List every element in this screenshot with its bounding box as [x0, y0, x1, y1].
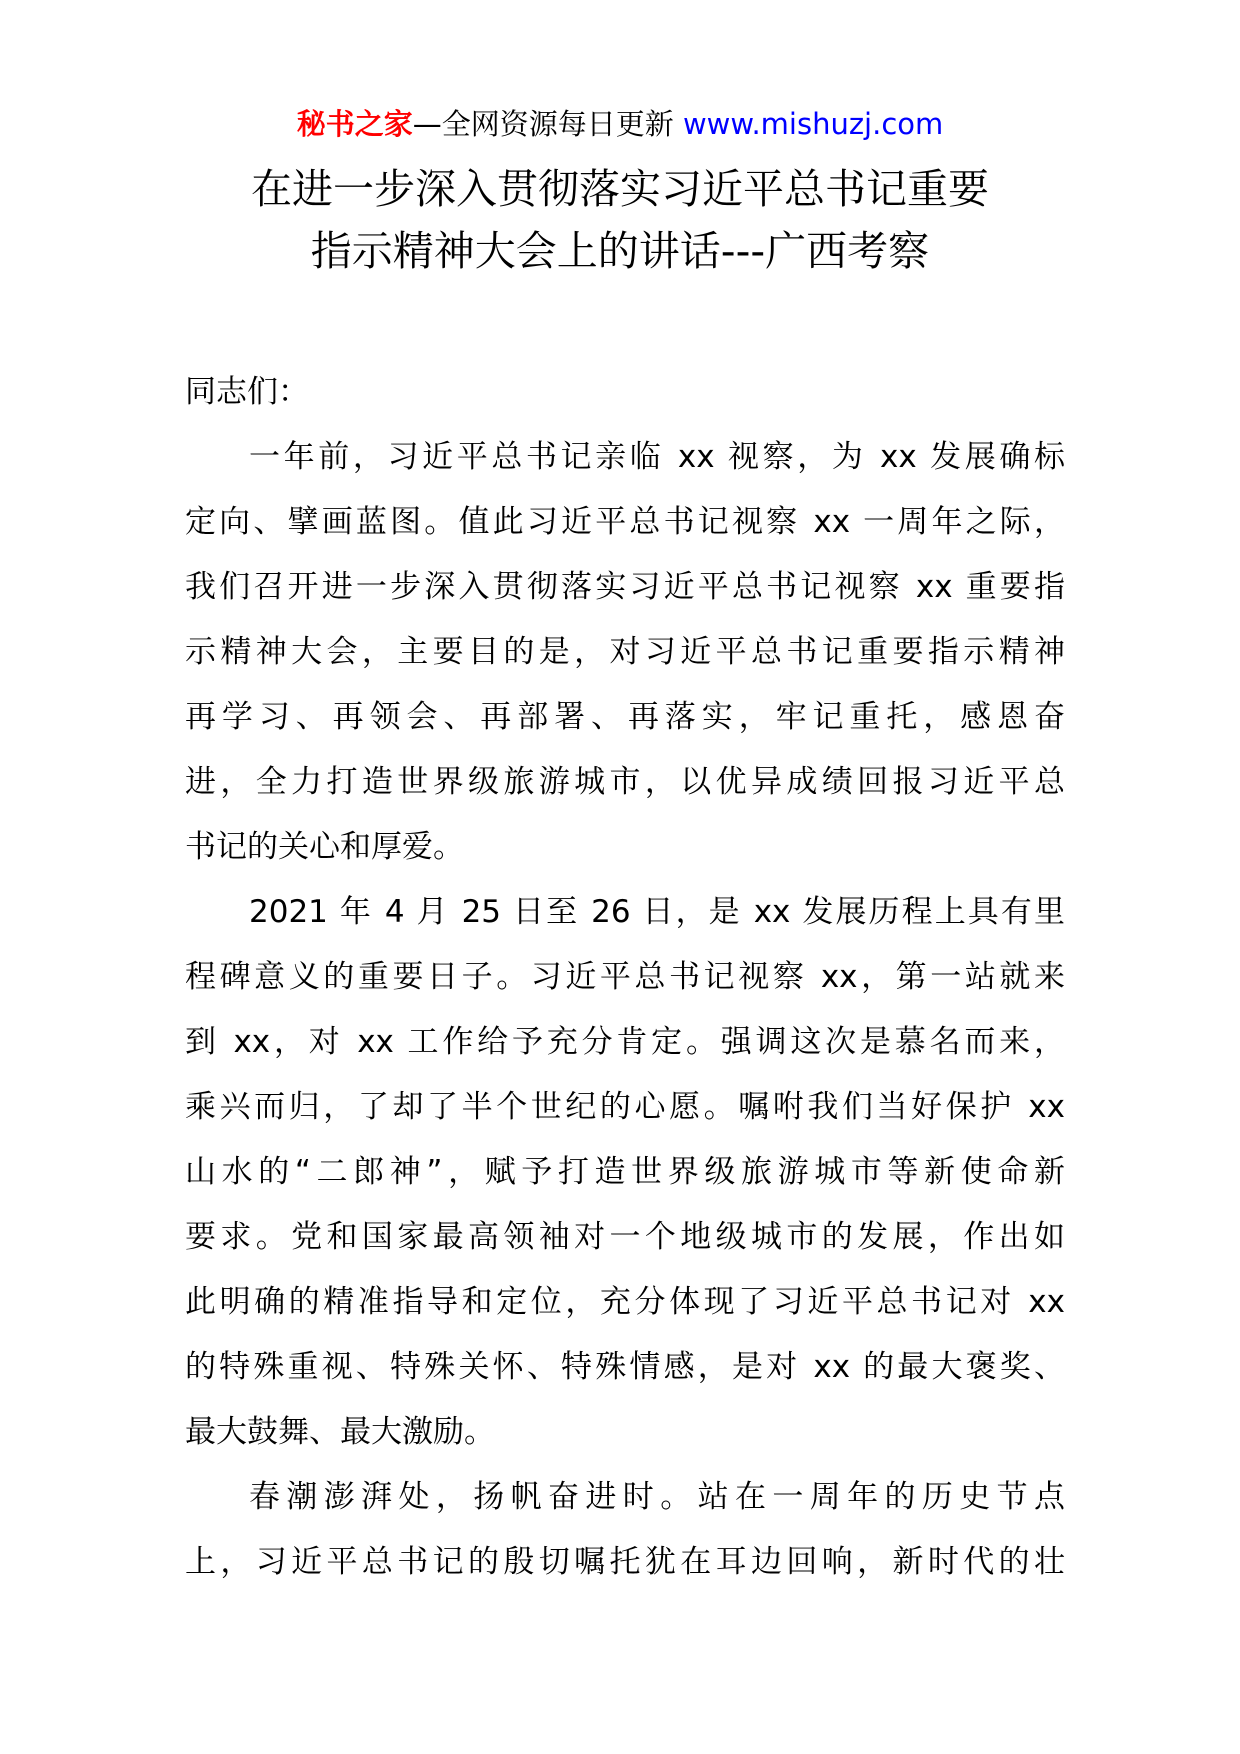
document-title	[120, 158, 1120, 282]
paragraph-2-line-3: 到 xx，对 xx 工作给予充分肯定。强调这次是慕名而来，	[185, 1024, 1065, 1060]
paragraph-1-line-4: 示精神大会，主要目的是，对习近平总书记重要指示精神	[185, 634, 1065, 670]
paragraph-2-line-6: 要求。党和国家最高领袖对一个地级城市的发展，作出如	[185, 1219, 1065, 1255]
paragraph-2-line-4: 乘兴而归，了却了半个世纪的心愿。嘱咐我们当好保护 xx	[185, 1089, 1065, 1125]
paragraph-2-line-9: 最大鼓舞、最大激励。	[185, 1414, 495, 1450]
paragraph-1-line-1: 一年前，习近平总书记亲临 xx 视察，为 xx 发展确标	[249, 439, 1065, 475]
paragraph-1-line-6: 进，全力打造世界级旅游城市，以优异成绩回报习近平总	[185, 764, 1065, 800]
paragraph-2-line-1: 2021 年 4 月 25 日至 26 日，是 xx 发展历程上具有里	[249, 894, 1065, 930]
paragraph-2-line-8: 的特殊重视、特殊关怀、特殊情感，是对 xx 的最大褒奖、	[185, 1349, 1065, 1385]
paragraph-2-line-2: 程碑意义的重要日子。习近平总书记视察 xx，第一站就来	[185, 959, 1065, 995]
paragraph-3-line-2: 上，习近平总书记的殷切嘱托犹在耳边回响，新时代的壮	[185, 1544, 1065, 1580]
paragraph-1-line-7: 书记的关心和厚爱。	[185, 829, 464, 865]
paragraph-1-line-5: 再学习、再领会、再部署、再落实，牢记重托，感恩奋	[185, 699, 1065, 735]
site-header	[0, 100, 1240, 148]
paragraph-1-line-3: 我们召开进一步深入贯彻落实习近平总书记视察 xx 重要指	[185, 569, 1065, 605]
document-body	[185, 360, 1065, 1595]
header-tagline: —全网资源每日更新	[412, 107, 674, 141]
paragraph-2-line-5: 山水的“二郎神”，赋予打造世界级旅游城市等新使命新	[185, 1154, 1065, 1190]
brand-name: 秘书之家	[296, 107, 413, 141]
salutation: 同志们：	[185, 374, 309, 410]
title-line-2: 指示精神大会上的讲话---广西考察	[310, 227, 930, 275]
paragraph-2-line-7: 此明确的精准指导和定位，充分体现了习近平总书记对 xx	[185, 1284, 1065, 1320]
paragraph-3-line-1: 春潮澎湃处，扬帆奋进时。站在一周年的历史节点	[249, 1479, 1065, 1515]
site-url-link[interactable]: www.mishuzj.com	[682, 107, 944, 141]
title-line-1: 在进一步深入贯彻落实习近平总书记重要	[251, 165, 989, 213]
paragraph-1-line-2: 定向、擘画蓝图。值此习近平总书记视察 xx 一周年之际，	[185, 504, 1065, 540]
